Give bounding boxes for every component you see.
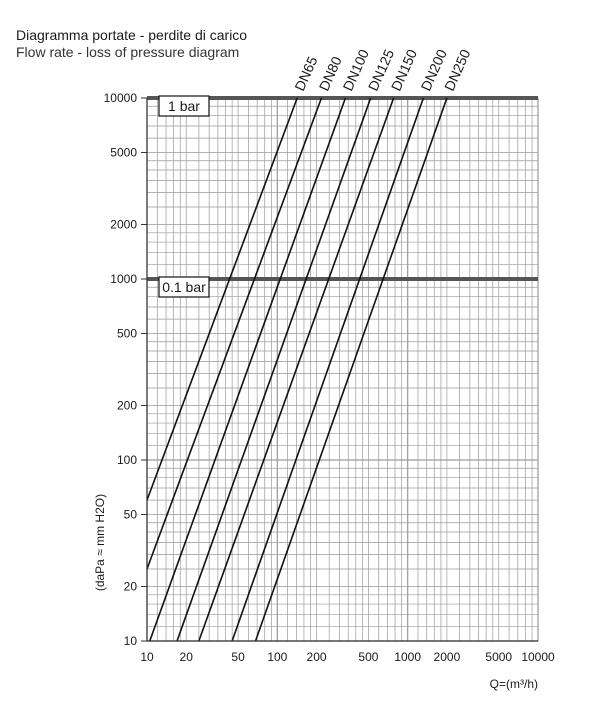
x-tick-label: 20 (179, 650, 193, 664)
chart-subtitle: Flow rate - loss of pressure diagram (16, 44, 240, 60)
series-label: DN125 (364, 46, 398, 94)
chart-title: Diagramma portate - perdite di carico (16, 27, 248, 43)
y-axis-label: (daPa ≈ mm H2O) (93, 493, 107, 592)
y-tick-label: 10000 (103, 91, 137, 105)
x-tick-label: 5000 (485, 650, 513, 664)
y-tick-label: 50 (123, 507, 137, 522)
series-label: DN200 (417, 46, 450, 94)
series-label: DN250 (441, 46, 474, 94)
series-label: DN65 (291, 54, 321, 94)
x-axis-label: Q=(m³/h) (489, 677, 538, 691)
y-tick-label: 100 (116, 453, 137, 467)
x-tick-label: 2000 (433, 650, 461, 664)
x-tick-label: 50 (231, 650, 245, 664)
y-tick-label: 10 (123, 634, 137, 648)
y-tick-label: 20 (123, 579, 137, 594)
reference-label: 0.1 bar (162, 279, 206, 295)
y-tick-label: 2000 (110, 217, 137, 232)
x-tick-label: 500 (358, 650, 379, 664)
y-tick-label: 500 (116, 326, 137, 341)
x-tick-label: 100 (267, 650, 288, 664)
x-tick-label: 1000 (394, 650, 422, 664)
series-label: DN100 (339, 46, 372, 94)
y-tick-label: 5000 (110, 145, 137, 160)
series-label: DN150 (387, 46, 421, 94)
series-label: DN80 (315, 54, 345, 94)
y-tick-label: 1000 (110, 272, 137, 286)
x-tick-label: 10 (140, 650, 154, 664)
x-tick-label: 10000 (521, 650, 555, 664)
x-tick-label: 200 (306, 650, 327, 664)
reference-label: 1 bar (168, 98, 200, 114)
y-tick-label: 200 (116, 398, 137, 413)
